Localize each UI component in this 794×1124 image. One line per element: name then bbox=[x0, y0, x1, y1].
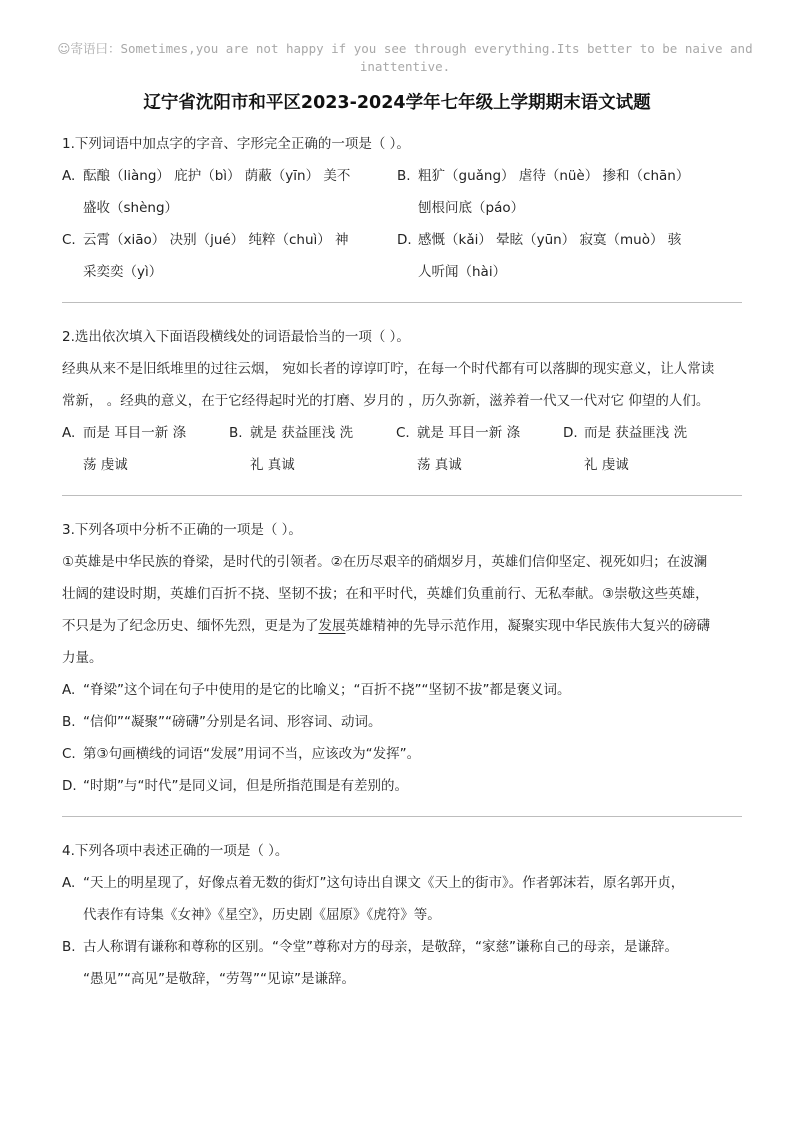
option-line: 古人称谓有谦称和尊称的区别。“令堂”尊称对方的母亲，是敬辞，“家慈”谦称自己的母亲，是谦辞。 bbox=[83, 939, 678, 955]
option-c bbox=[62, 738, 742, 770]
option-line: 代表作有诗集《女神》《星空》，历史剧《屈原》《虎符》等。 bbox=[83, 907, 441, 923]
option-line: 荡 真诚 bbox=[417, 457, 462, 473]
option-line: 礼 虔诚 bbox=[584, 457, 629, 473]
option-line: 人听闻（hài） bbox=[418, 264, 507, 280]
option-line: “天上的明星现了，好像点着无数的街灯”这句诗出自课文《天上的街市》。作者郭沫若，原名郭开贞， bbox=[83, 875, 685, 891]
option-a bbox=[62, 160, 397, 224]
passage-line: ①英雄是中华民族的脊梁，是时代的引领者。②在历尽艰辛的硝烟岁月，英雄们信仰坚定、视死如归；在波澜 bbox=[62, 554, 708, 570]
passage-line: 不只是为了纪念历史、缅怀先烈，更是为了发展英雄精神的先导示范作用，凝聚实现中华民族伟大复兴的磅礴 bbox=[62, 618, 710, 634]
option-line: 粗犷（guǎng） 虐待（nüè） 掺和（chān） bbox=[418, 168, 690, 184]
passage-line: 壮阔的建设时期，英雄们百折不挠、坚韧不拔；在和平时代，英雄们负重前行、无私奉献。③崇敬这些英雄， bbox=[62, 586, 709, 602]
divider bbox=[62, 816, 742, 817]
watermark-text: 寄语曰：Sometimes,you are not happy if you see through everything.Its better to be naive and inattentive. bbox=[70, 41, 753, 74]
option-a bbox=[62, 674, 742, 706]
option-d bbox=[397, 224, 732, 288]
option-letter: D. bbox=[397, 232, 412, 248]
option-line: 礼 真诚 bbox=[250, 457, 295, 473]
option-b bbox=[62, 931, 742, 995]
option-line: “愚见”“高见”是敬辞，“劳驾”“见谅”是谦辞。 bbox=[83, 971, 355, 987]
option-c bbox=[396, 417, 563, 481]
option-b bbox=[229, 417, 396, 481]
option-d bbox=[563, 417, 730, 481]
divider bbox=[62, 495, 742, 496]
option-letter: D. bbox=[62, 778, 77, 794]
option-text: 第③句画横线的词语“发展”用词不当，应该改为“发挥”。 bbox=[83, 746, 421, 762]
watermark bbox=[50, 40, 760, 76]
option-line: 刨根问底（páo） bbox=[418, 200, 525, 216]
option-line: 采奕奕（yì） bbox=[83, 264, 163, 280]
option-text: “信仰”“凝聚”“磅礴”分别是名词、形容词、动词。 bbox=[83, 714, 382, 730]
option-letter: B. bbox=[62, 939, 76, 955]
option-line: 而是 耳目一新 涤 bbox=[83, 425, 187, 441]
question-3 bbox=[62, 514, 742, 802]
option-line: 云霄（xiāo） 决别（jué） 纯粹（chuì） 神 bbox=[83, 232, 349, 248]
document-body bbox=[62, 128, 742, 995]
passage-line: 力量。 bbox=[62, 650, 103, 666]
option-line: 荡 虔诚 bbox=[83, 457, 128, 473]
question-stem: 3.下列各项中分析不正确的一项是（ ）。 bbox=[62, 522, 302, 538]
option-a bbox=[62, 417, 229, 481]
option-letter: A. bbox=[62, 682, 76, 698]
option-letter: C. bbox=[62, 746, 76, 762]
option-line: 就是 耳目一新 涤 bbox=[417, 425, 521, 441]
option-letter: B. bbox=[397, 168, 411, 184]
option-line: 感慨（kǎi） 晕眩（yūn） 寂寞（muò） 骇 bbox=[418, 232, 682, 248]
option-b bbox=[397, 160, 732, 224]
question-2 bbox=[62, 321, 742, 481]
option-line: 盛收（shèng） bbox=[83, 200, 179, 216]
option-letter: C. bbox=[62, 232, 76, 248]
option-c bbox=[62, 224, 397, 288]
question-stem: 1.下列词语中加点字的字音、字形完全正确的一项是（ ）。 bbox=[62, 136, 410, 152]
option-letter: A. bbox=[62, 875, 76, 891]
option-letter: D. bbox=[563, 425, 578, 441]
option-letter: B. bbox=[62, 714, 76, 730]
options-grid bbox=[62, 417, 742, 481]
question-1 bbox=[62, 128, 742, 288]
passage-line: 经典从来不是旧纸堆里的过往云烟， 宛如长者的谆谆叮咛，在每一个时代都有可以落脚的现实意义，让人常读 bbox=[62, 361, 715, 377]
passage-line: 常新， 。经典的意义，在于它经得起时光的打磨、岁月的 ，历久弥新，滋养着一代又一代对它 仰望的人们。 bbox=[62, 393, 710, 409]
option-letter: A. bbox=[62, 168, 76, 184]
question-stem: 4.下列各项中表述正确的一项是（ ）。 bbox=[62, 843, 289, 859]
smile-icon: ☺ bbox=[57, 41, 71, 56]
option-line: 酝酿（liàng） 庇护（bì） 荫蔽（yīn） 美不 bbox=[83, 168, 351, 184]
page-title: 辽宁省沈阳市和平区2023-2024学年七年级上学期期末语文试题 bbox=[143, 93, 651, 113]
option-line: 就是 获益匪浅 洗 bbox=[250, 425, 354, 441]
option-b bbox=[62, 706, 742, 738]
option-text: “脊梁”这个词在句子中使用的是它的比喻义；“百折不挠”“坚韧不拔”都是褒义词。 bbox=[83, 682, 571, 698]
options-grid bbox=[62, 160, 742, 288]
question-4 bbox=[62, 835, 742, 995]
option-letter: C. bbox=[396, 425, 410, 441]
option-text: “时期”与“时代”是同义词，但是所指范围是有差别的。 bbox=[83, 778, 408, 794]
option-a bbox=[62, 867, 742, 931]
option-d bbox=[62, 770, 742, 802]
divider bbox=[62, 302, 742, 303]
underlined-word: 发展 bbox=[318, 618, 346, 634]
option-line: 而是 获益匪浅 洗 bbox=[584, 425, 688, 441]
question-stem: 2.选出依次填入下面语段横线处的词语最恰当的一项（ ）。 bbox=[62, 329, 410, 345]
option-letter: B. bbox=[229, 425, 243, 441]
option-letter: A. bbox=[62, 425, 76, 441]
